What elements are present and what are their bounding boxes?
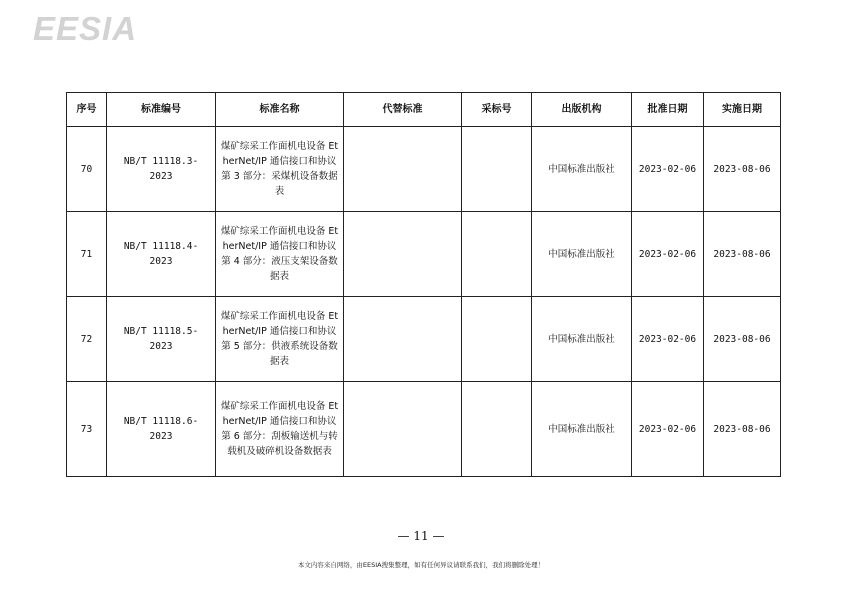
cell-implementation-date: 2023-08-06 — [704, 127, 781, 212]
cell-replaced-standard — [344, 382, 462, 477]
cell-adopted-number — [462, 382, 532, 477]
table-row — [67, 127, 781, 212]
code-line: NB/T 11118.3- — [123, 156, 199, 167]
cell-standard-code — [107, 127, 216, 212]
cell-publisher: 中国标准出版社 — [532, 127, 632, 212]
code-line: NB/T 11118.4- — [123, 241, 199, 252]
eesia-logo: EESIA — [33, 10, 138, 47]
cell-standard-name: 煤矿综采工作面机电设备 EtherNet/IP 通信接口和协议 第 4 部分：液压支架设备数据表 — [216, 212, 344, 297]
header-adopted-number: 采标号 — [462, 93, 532, 127]
header-standard-code: 标准编号 — [107, 93, 216, 127]
table-header-row — [67, 93, 781, 127]
cell-standard-code — [107, 297, 216, 382]
cell-adopted-number — [462, 127, 532, 212]
header-implementation-date: 实施日期 — [704, 93, 781, 127]
cell-standard-name: 煤矿综采工作面机电设备 EtherNet/IP 通信接口和协议 第 3 部分：采煤机设备数据表 — [216, 127, 344, 212]
header-standard-name: 标准名称 — [216, 93, 344, 127]
cell-standard-code — [107, 382, 216, 477]
cell-serial: 73 — [67, 382, 107, 477]
cell-serial: 71 — [67, 212, 107, 297]
cell-replaced-standard — [344, 212, 462, 297]
cell-implementation-date: 2023-08-06 — [704, 297, 781, 382]
cell-implementation-date: 2023-08-06 — [704, 212, 781, 297]
table-row — [67, 382, 781, 477]
header-approval-date: 批准日期 — [632, 93, 704, 127]
standards-table — [66, 92, 781, 477]
footer-disclaimer: 本文内容来自网络，由EESIA搜集整理，如有任何异议请联系我们，我们将删除处理！ — [297, 561, 545, 569]
code-year: 2023 — [149, 341, 173, 352]
cell-standard-code — [107, 212, 216, 297]
cell-publisher: 中国标准出版社 — [532, 382, 632, 477]
table-row — [67, 212, 781, 297]
code-line: NB/T 11118.6- — [123, 416, 199, 427]
cell-adopted-number — [462, 212, 532, 297]
code-year: 2023 — [149, 256, 173, 267]
code-line: NB/T 11118.5- — [123, 326, 199, 337]
cell-publisher: 中国标准出版社 — [532, 297, 632, 382]
header-publisher: 出版机构 — [532, 93, 632, 127]
cell-approval-date: 2023-02-06 — [632, 297, 704, 382]
cell-standard-name: 煤矿综采工作面机电设备 EtherNet/IP 通信接口和协议 第 6 部分：刮板输送机与转载机及破碎机设备数据表 — [216, 382, 344, 477]
header-replaced-standard: 代替标准 — [344, 93, 462, 127]
cell-approval-date: 2023-02-06 — [632, 212, 704, 297]
cell-adopted-number — [462, 297, 532, 382]
header-serial: 序号 — [67, 93, 107, 127]
page-number: — 11 — — [397, 529, 445, 543]
cell-approval-date: 2023-02-06 — [632, 382, 704, 477]
code-year: 2023 — [149, 431, 173, 442]
cell-implementation-date: 2023-08-06 — [704, 382, 781, 477]
cell-replaced-standard — [344, 297, 462, 382]
cell-replaced-standard — [344, 127, 462, 212]
cell-serial: 70 — [67, 127, 107, 212]
code-year: 2023 — [149, 171, 173, 182]
cell-publisher: 中国标准出版社 — [532, 212, 632, 297]
table-row — [67, 297, 781, 382]
cell-approval-date: 2023-02-06 — [632, 127, 704, 212]
cell-serial: 72 — [67, 297, 107, 382]
cell-standard-name: 煤矿综采工作面机电设备 EtherNet/IP 通信接口和协议 第 5 部分：供液系统设备数据表 — [216, 297, 344, 382]
